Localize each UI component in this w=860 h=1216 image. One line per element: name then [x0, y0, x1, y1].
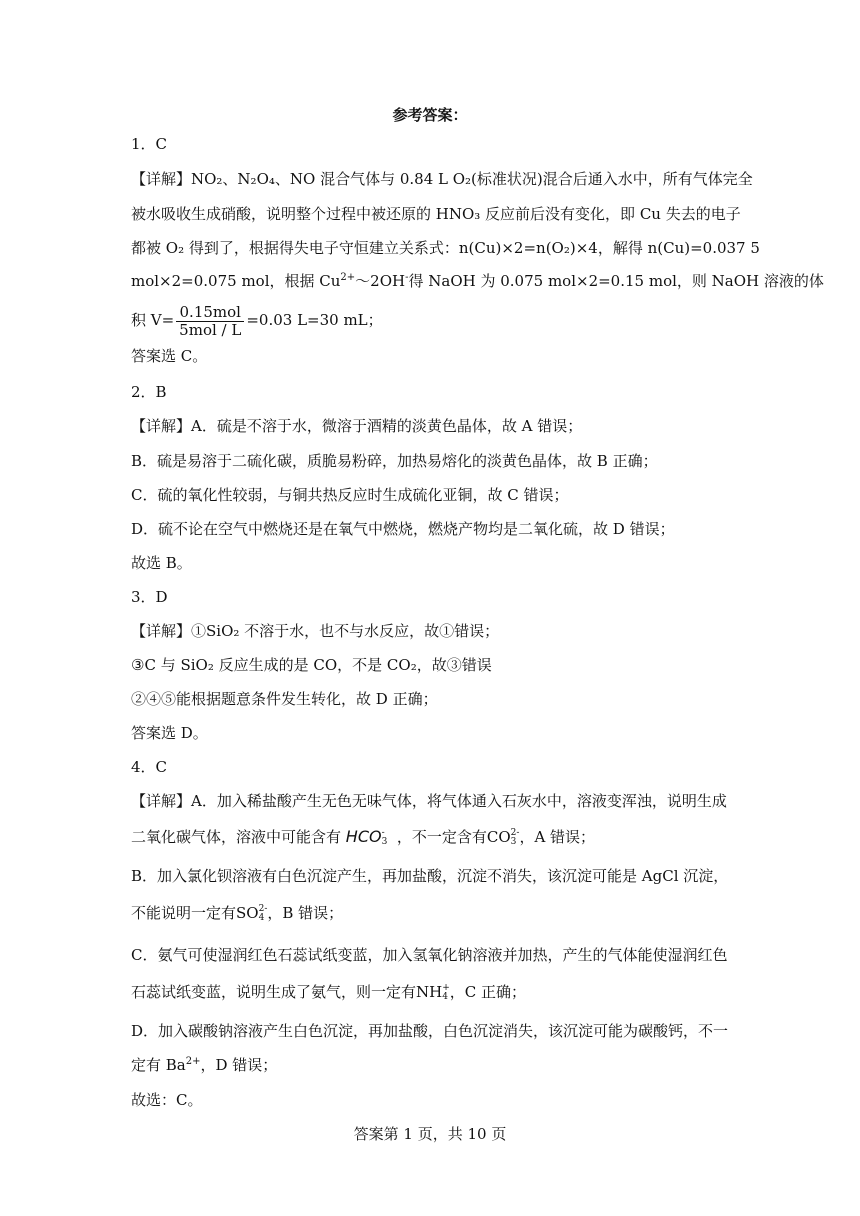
fraction-denominator: 5mol / L	[179, 320, 242, 339]
bicarbonate-ion	[346, 829, 388, 847]
ammonium-charge: +	[442, 983, 450, 993]
q3-line-3: ②④⑤能根据题意条件发生转化，故 D 正确；	[131, 690, 438, 708]
carbonate-ion	[487, 829, 520, 847]
barium-charge: 2+	[185, 1056, 201, 1067]
bicarbonate-charge: -	[381, 828, 385, 838]
q4-line-2-b: ，不一定含有	[396, 828, 487, 846]
q3-number: 3．D	[131, 588, 168, 606]
sulfate-subscript: 4	[258, 913, 265, 923]
q4-line-6	[131, 982, 526, 1002]
bicarbonate-formula: HCO	[345, 827, 382, 846]
q4-line-2	[131, 827, 595, 847]
sulfate-charge: 2-	[258, 904, 268, 914]
ammonium-formula: NH	[416, 983, 443, 1001]
q1-line-5-b: =0.03 L=30 mL；	[246, 311, 383, 329]
q2-line-4: D．硫不论在空气中燃烧还是在氧气中燃烧，燃烧产物均是二氧化硫，故 D 错误；	[131, 520, 675, 538]
q4-line-2-a: 二氧化碳气体，溶液中可能含有	[131, 828, 342, 846]
sulfate-formula: SO	[236, 904, 259, 922]
q1-line-4-b: ～2OH	[355, 272, 406, 290]
q4-line-3: B．加入氯化钡溶液有白色沉淀产生，再加盐酸，沉淀不消失，该沉淀可能是 AgCl 沉淀，	[131, 867, 729, 885]
q3-line-1: 【详解】①SiO₂ 不溶于水，也不与水反应，故①错误；	[131, 622, 500, 640]
q1-line-4	[131, 271, 824, 291]
q3-answer: 答案选 D。	[131, 724, 208, 742]
q2-line-2: B．硫是易溶于二硫化碳，质脆易粉碎，加热易熔化的淡黄色晶体，故 B 正确；	[131, 452, 658, 470]
q4-line-1: 【详解】A．加入稀盐酸产生无色无味气体，将气体通入石灰水中，溶液变浑浊，说明生成	[131, 792, 727, 810]
q1-line-4-c: 得 NaOH 为 0.075 mol×2=0.15 mol，则 NaOH 溶液的体	[408, 272, 824, 290]
q1-oh-charge: -	[405, 272, 409, 283]
ammonium-subscript: 4	[442, 992, 448, 1002]
q1-line-5-a: 积 V=	[131, 311, 175, 329]
q2-line-1: 【详解】A．硫是不溶于水，微溶于酒精的淡黄色晶体，故 A 错误；	[131, 417, 583, 435]
fraction-numerator: 0.15mol	[176, 304, 244, 322]
carbonate-subscript: 3	[510, 837, 517, 847]
q1-line-4-a: mol×2=0.075 mol，根据 Cu	[131, 272, 341, 290]
q1-line-2: 被水吸收生成硝酸，说明整个过程中被还原的 HNO₃ 反应前后没有变化，即 Cu 失去的电子	[131, 205, 741, 223]
q1-line-1: 【详解】NO₂、N₂O₄、NO 混合气体与 0.84 L O₂(标准状况)混合后通入水中，所有气体完全	[131, 170, 753, 188]
q4-line-4	[131, 903, 343, 923]
q4-answer: 故选：C。	[131, 1091, 203, 1109]
q4-line-4-b: ，B 错误；	[267, 904, 344, 922]
volume-fraction	[176, 304, 244, 339]
carbonate-charge: 2-	[510, 828, 520, 838]
q2-answer: 故选 B。	[131, 554, 192, 572]
q4-line-8	[131, 1055, 277, 1075]
ammonium-ion	[416, 984, 450, 1002]
q4-number: 4．C	[131, 758, 168, 776]
q4-line-8-b: ，D 错误；	[200, 1056, 278, 1074]
q2-number: 2．B	[131, 383, 167, 401]
q1-line-5	[131, 302, 383, 339]
q2-line-3: C．硫的氧化性较弱，与铜共热反应时生成硫化亚铜，故 C 错误；	[131, 486, 569, 504]
q4-line-6-a: 石蕊试纸变蓝，说明生成了氨气，则一定有	[131, 983, 417, 1001]
q1-answer: 答案选 C。	[131, 347, 208, 365]
q4-line-7: D．加入碳酸钠溶液产生白色沉淀，再加盐酸，白色沉淀消失，该沉淀可能为碳酸钙，不一	[131, 1022, 729, 1040]
page-footer: 答案第 1 页，共 10 页	[353, 1125, 507, 1143]
q4-line-8-a: 定有 Ba	[131, 1056, 186, 1074]
carbonate-formula: CO	[486, 828, 511, 846]
q1-line-3: 都被 O₂ 得到了，根据得失电子守恒建立关系式：n(Cu)×2=n(O₂)×4，解得 n(Cu)=0.037 5	[131, 239, 760, 257]
q4-line-2-c: ，A 错误；	[519, 828, 596, 846]
q4-line-6-b: ，C 正确；	[449, 983, 527, 1001]
sulfate-ion	[236, 905, 267, 923]
page-title: 参考答案：	[392, 106, 468, 124]
q4-line-5: C．氨气可使湿润红色石蕊试纸变蓝，加入氢氧化钠溶液并加热，产生的气体能使湿润红色	[131, 946, 728, 964]
q1-number: 1．C	[131, 135, 168, 153]
q1-cu-charge: 2+	[340, 272, 356, 283]
q4-line-4-a: 不能说明一定有	[131, 904, 237, 922]
q3-line-2: ③C 与 SiO₂ 反应生成的是 CO，不是 CO₂，故③错误	[131, 656, 492, 674]
bicarbonate-subscript: 3	[381, 837, 388, 847]
